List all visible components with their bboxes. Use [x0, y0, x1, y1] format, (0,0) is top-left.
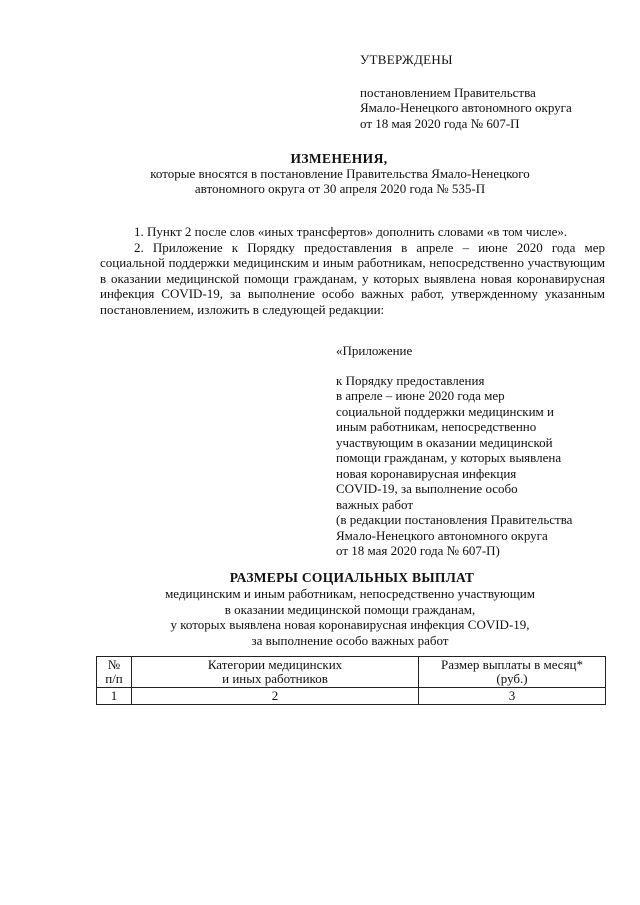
header-text: и иных работников — [222, 671, 328, 686]
appendix-title: «Приложение — [336, 343, 413, 358]
body-text — [100, 224, 605, 317]
header-text: (руб.) — [496, 671, 528, 686]
appendix-line: к Порядку предоставления — [336, 372, 485, 388]
approval-heading: УТВЕРЖДЕНЫ — [360, 52, 453, 67]
header-text: п/п — [105, 671, 123, 686]
approval-line: постановлением Правительства — [360, 84, 536, 100]
column-number-cell: 2 — [132, 688, 419, 705]
header-text: № — [107, 657, 121, 672]
column-number-cell: 1 — [97, 688, 132, 705]
approval-line: Ямало-Ненецкого автономного округа — [360, 100, 572, 115]
paragraph-1: 1. Пункт 2 после слов «иных трансфертов» дополнить словами «в том числе». — [134, 224, 568, 239]
table-header-row — [97, 657, 606, 688]
approval-line: от 18 мая 2020 года № 607-П — [360, 115, 520, 131]
appendix-line: COVID-19, за выполнение особо — [336, 481, 518, 496]
appendix-line: (в редакции постановления Правительства — [336, 512, 573, 527]
header-cell-number — [97, 657, 132, 688]
header-cell-category — [132, 657, 419, 688]
appendix-line: иным работникам, непосредственно — [336, 419, 537, 434]
sizes-subtitle-line: медицинским и иным работникам, непосредственно участвующим — [165, 586, 535, 601]
appendix-line: социальной поддержки медицинским и — [336, 403, 554, 419]
appendix-line: участвующим в оказании медицинской — [336, 434, 553, 450]
changes-title: ИЗМЕНЕНИЯ, — [290, 151, 388, 166]
payments-table — [96, 656, 606, 705]
appendix-line: новая коронавирусная инфекция — [336, 465, 517, 481]
appendix-line: помощи гражданам, у которых выявлена — [336, 450, 562, 465]
changes-subtitle-line: автономного округа от 30 апреля 2020 года № 535-П — [194, 181, 486, 196]
approval-block — [360, 52, 610, 131]
changes-subtitle — [60, 166, 620, 196]
header-cell-amount — [419, 657, 606, 688]
header-text: Размер выплаты в месяц* — [440, 657, 584, 672]
changes-subtitle-line: которые вносятся в постановление Правительства Ямало-Ненецкого — [150, 166, 530, 181]
sizes-subtitle-line: за выполнение особо важных работ — [251, 632, 449, 648]
sizes-subtitle-line: в оказании медицинской помощи гражданам, — [224, 601, 476, 617]
appendix-line: Ямало-Ненецкого автономного округа — [336, 527, 548, 543]
column-number-cell: 3 — [419, 688, 606, 705]
sizes-title: РАЗМЕРЫ СОЦИАЛЬНЫХ ВЫПЛАТ — [229, 570, 475, 585]
header-text: Категории медицинских — [207, 657, 343, 672]
sizes-subtitle — [80, 586, 620, 648]
appendix-line: важных работ — [336, 496, 414, 512]
paragraph-2: 2. Приложение к Порядку предоставления в апреле – июне 2020 года мер социальной поддержки медицинским и иным работникам, непосредственно участвующим в оказании медицинской помощи гражданам, у которых выявлена новая коронавирусная инфекция COVID-19, за выполнение особо важных работ, утвержденному указанным постановлением, изложить в следующей редакции: — [100, 239, 605, 317]
appendix-block — [336, 343, 611, 559]
table-number-row — [97, 688, 606, 705]
appendix-line: в апреле – июне 2020 года мер — [336, 388, 505, 403]
appendix-line: от 18 мая 2020 года № 607-П) — [336, 543, 500, 558]
sizes-subtitle-line: у которых выявлена новая коронавирусная инфекция COVID-19, — [170, 617, 530, 632]
